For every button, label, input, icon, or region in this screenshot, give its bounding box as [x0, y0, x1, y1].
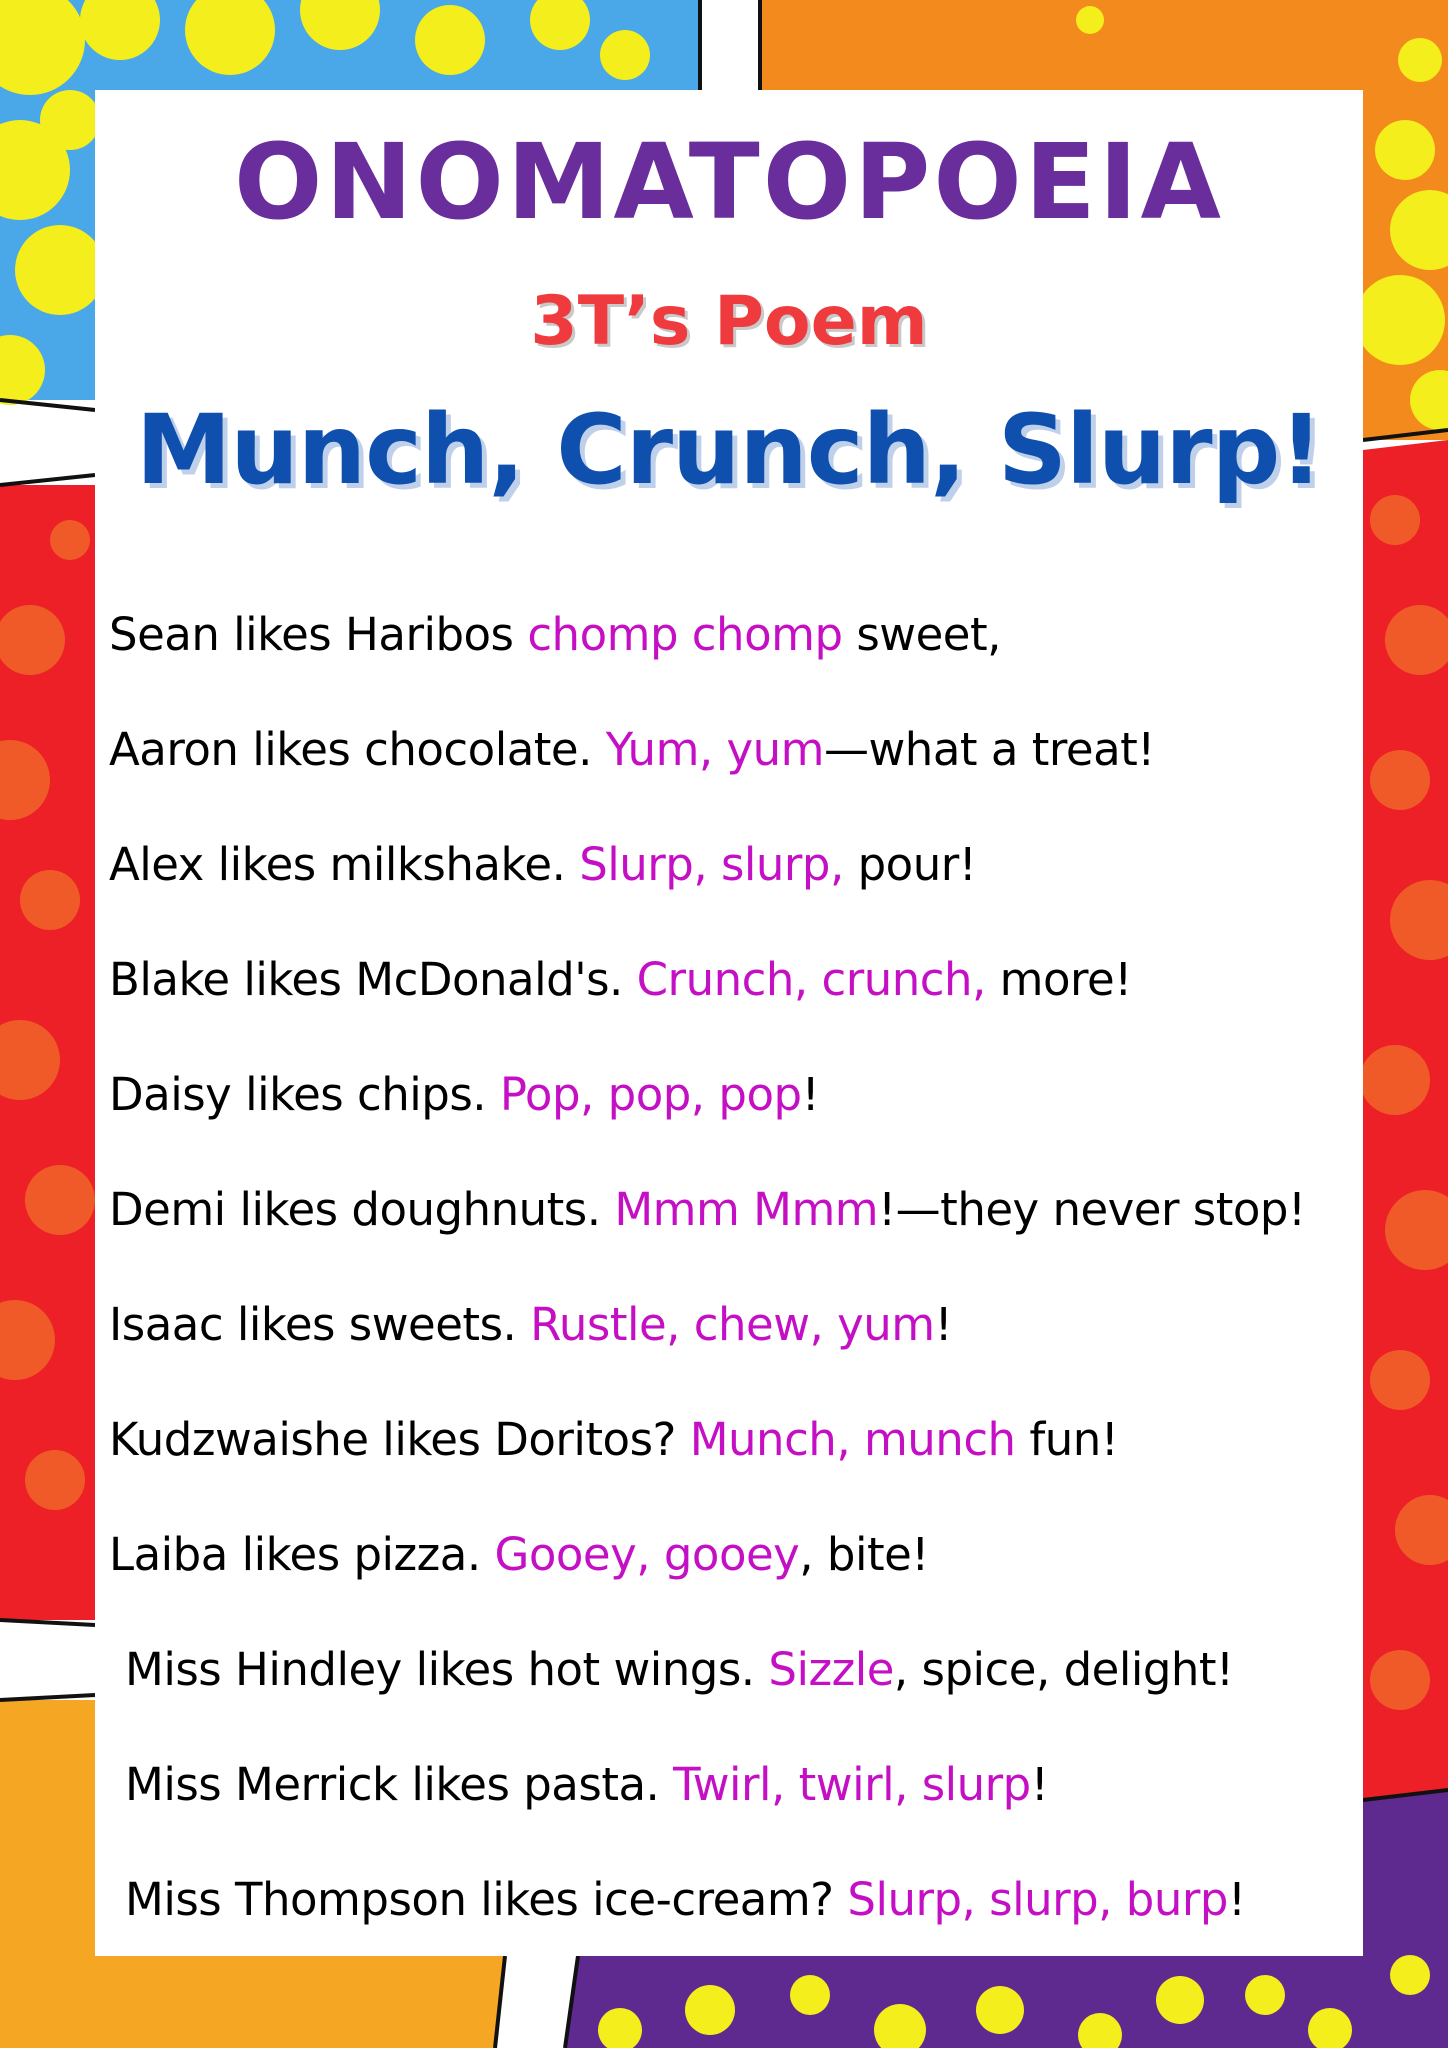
line-text: Laiba likes pizza. — [109, 1528, 495, 1581]
onomatopoeia-word: Yum, yum — [605, 723, 824, 776]
line-text: Miss Thompson likes ice-cream? — [125, 1873, 848, 1926]
poem-line — [125, 1755, 1048, 1815]
poem-subtitle: 3T’s Poem — [530, 282, 928, 361]
onomatopoeia-word: Crunch, crunch, — [636, 953, 986, 1006]
onomatopoeia-word: Mmm Mmm — [614, 1183, 879, 1236]
poem-sheet — [95, 90, 1363, 1956]
line-text: ! — [1030, 1758, 1049, 1811]
line-text: Sean likes Haribos — [109, 608, 528, 661]
page-title: ONOMATOPOEIA — [234, 121, 1224, 243]
line-text: fun! — [1015, 1413, 1119, 1466]
poem-line — [109, 1525, 929, 1585]
line-text: , spice, delight! — [893, 1643, 1234, 1696]
onomatopoeia-word: Pop, pop, pop — [499, 1068, 802, 1121]
line-text: Isaac likes sweets. — [109, 1298, 531, 1351]
line-text: Miss Hindley likes hot wings. — [125, 1643, 769, 1696]
poem-line — [109, 950, 1132, 1010]
line-text: Aaron likes chocolate. — [109, 723, 606, 776]
onomatopoeia-word: Munch, munch — [689, 1413, 1016, 1466]
line-text: !—they never stop! — [878, 1183, 1306, 1236]
line-text: pour! — [843, 838, 977, 891]
line-text: —what a treat! — [824, 723, 1155, 776]
onomatopoeia-word: Slurp, slurp, — [579, 838, 844, 891]
line-text: sweet, — [842, 608, 1001, 661]
poem-line — [109, 835, 976, 895]
poem-line — [109, 605, 1001, 665]
line-text: Demi likes doughnuts. — [109, 1183, 615, 1236]
onomatopoeia-word: Twirl, twirl, slurp — [673, 1758, 1031, 1811]
poem-line — [109, 720, 1155, 780]
poem-line — [109, 1295, 952, 1355]
poem-line — [109, 1410, 1118, 1470]
onomatopoeia-word: Slurp, slurp, burp — [847, 1873, 1228, 1926]
poem-title: Munch, Crunch, Slurp! — [135, 394, 1323, 506]
line-text: Blake likes McDonald's. — [109, 953, 637, 1006]
line-text: more! — [985, 953, 1132, 1006]
line-text: Alex likes milkshake. — [109, 838, 580, 891]
poem-line — [125, 1640, 1234, 1700]
poem-line — [109, 1180, 1306, 1240]
line-text: Daisy likes chips. — [109, 1068, 500, 1121]
onomatopoeia-word: Rustle, chew, yum — [530, 1298, 935, 1351]
onomatopoeia-word: Gooey, gooey — [494, 1528, 800, 1581]
onomatopoeia-word: Sizzle — [768, 1643, 894, 1696]
line-text: , bite! — [799, 1528, 929, 1581]
line-text: Miss Merrick likes pasta. — [125, 1758, 674, 1811]
line-text: Kudzwaishe likes Doritos? — [109, 1413, 690, 1466]
onomatopoeia-word: chomp chomp — [527, 608, 843, 661]
line-text: ! — [801, 1068, 820, 1121]
line-text: ! — [934, 1298, 953, 1351]
poem-line — [109, 1065, 819, 1125]
line-text: ! — [1227, 1873, 1246, 1926]
poem-line — [125, 1870, 1245, 1930]
